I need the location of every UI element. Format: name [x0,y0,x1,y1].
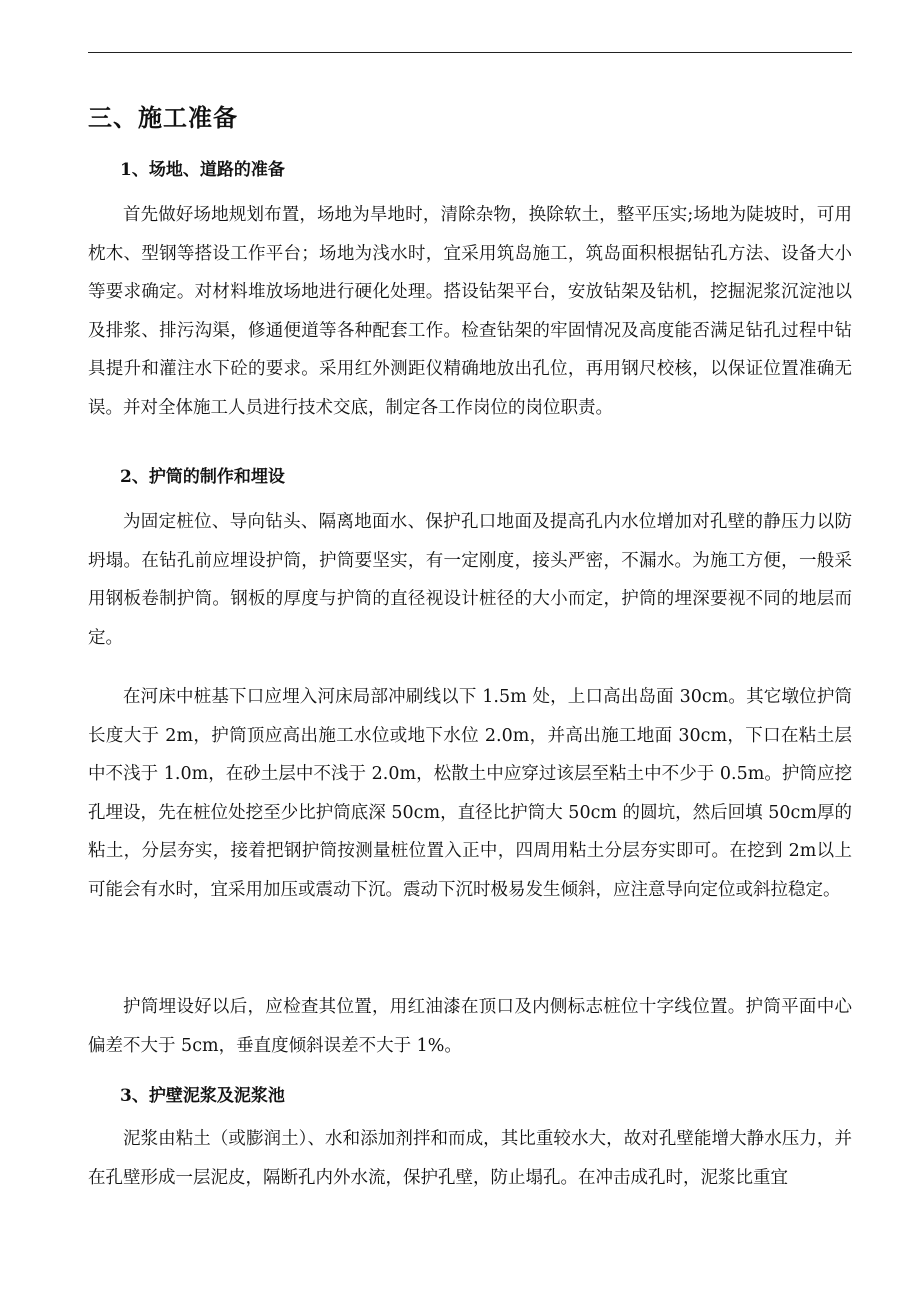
paragraph-site-preparation: 首先做好场地规划布置，场地为旱地时，清除杂物，换除软土，整平压实;场地为陡坡时，可用枕木、型钢等搭设工作平台；场地为浅水时，宜采用筑岛施工，筑岛面积根据钻孔方法、设备大小等要求确定。对材料堆放场地进行硬化处理。搭设钻架平台，安放钻架及钻机，挖掘泥浆沉淀池以及排浆、排污沟渠，修通便道等各种配套工作。检查钻架的牢固情况及高度能否满足钻孔过程中钻具提升和灌注水下砼的要求。采用红外测距仪精确地放出孔位，再用钢尺校核，以保证位置准确无误。并对全体施工人员进行技术交底，制定各工作岗位的岗位职责。 [88,205,852,418]
header-rule [88,52,852,53]
subsection-heading-casing: 2、护筒的制作和埋设 [120,467,285,487]
subsection-heading-slurry: 3、护壁泥浆及泥浆池 [120,1086,285,1106]
subsection-heading-site-roads: 1、场地、道路的准备 [120,160,285,180]
document-page [88,0,852,1302]
paragraph-casing-check: 护筒埋设好以后，应检查其位置，用红油漆在顶口及内侧标志桩位十字线位置。护筒平面中心偏差不大于 5cm，垂直度倾斜误差不大于 1%。 [88,997,852,1056]
paragraph-casing-depth: 在河床中桩基下口应埋入河床局部冲刷线以下 1.5m 处，上口高出岛面 30cm。其它墩位护筒长度大于 2m，护筒顶应高出施工水位或地下水位 2.0m，并高出施工地面 30cm，下口在粘土层中不浅于 1.0m，在砂土层中不浅于 2.0m，松散土中应穿过该层至粘土中不少于 0.5m。护筒应挖孔埋设，先在桩位处挖至少比护筒底深 50cm，直径比护筒大 50cm 的圆坑，然后回填 50cm厚的粘土，分层夯实，接着把钢护筒按测量桩位置入正中，四周用粘土分层夯实即可。在挖到 2m以上可能会有水时，宜采用加压或震动下沉。震动下沉时极易发生倾斜，应注意导向定位或斜拉稳定。 [88,687,852,900]
section-title: 三、施工准备 [88,103,238,132]
paragraph-casing-purpose: 为固定桩位、导向钻头、隔离地面水、保护孔口地面及提高孔内水位增加对孔壁的静压力以防坍塌。在钻孔前应埋设护筒，护筒要坚实，有一定刚度，接头严密，不漏水。为施工方便，一般采用钢板卷制护筒。钢板的厚度与护筒的直径视设计桩径的大小而定，护筒的埋深要视不同的地层而定。 [88,512,852,648]
paragraph-slurry: 泥浆由粘土（或膨润土）、水和添加剂拌和而成，其比重较水大，故对孔壁能增大静水压力，并在孔壁形成一层泥皮，隔断孔内外水流，保护孔壁，防止塌孔。在冲击成孔时，泥浆比重宜 [88,1129,852,1188]
